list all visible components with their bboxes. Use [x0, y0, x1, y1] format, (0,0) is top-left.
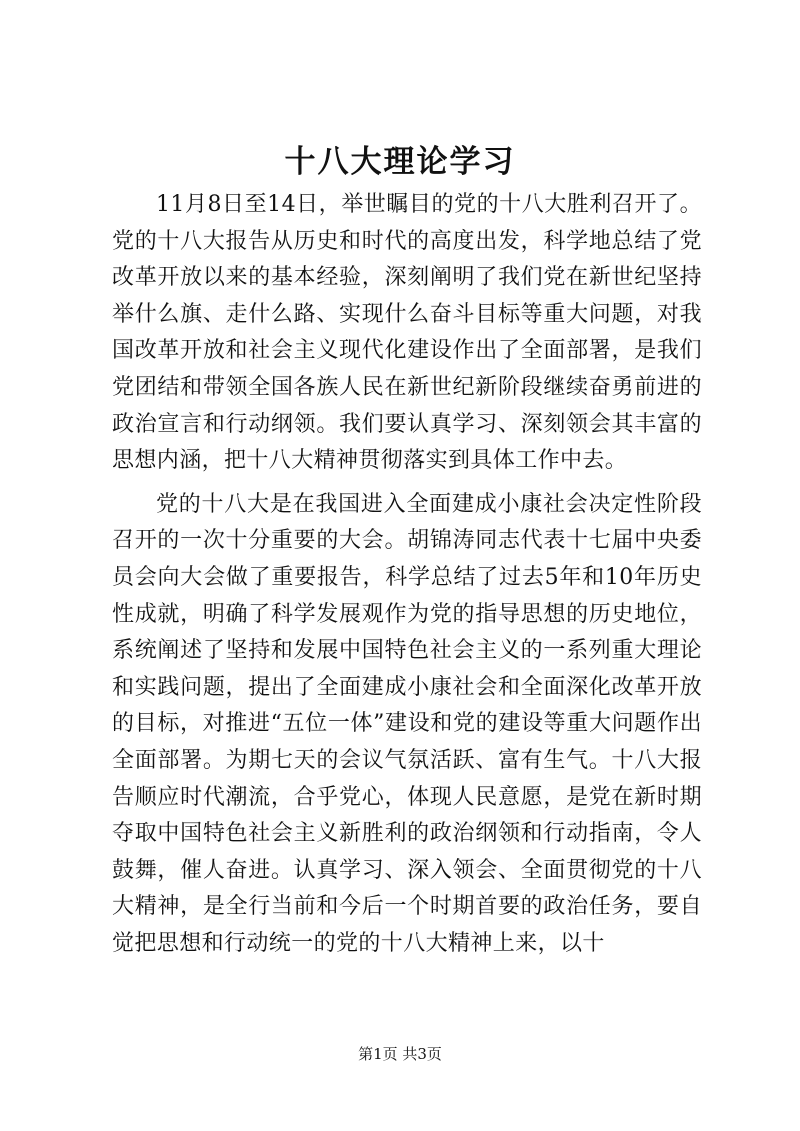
- document-title: 十八大理论学习: [284, 144, 516, 180]
- page-footer: 第1页 共3页: [358, 1045, 442, 1063]
- document-body: [112, 187, 702, 962]
- paragraph-1: 11月8日至14日，举世瞩目的党的十八大胜利召开了。党的十八大报告从历史和时代的高度出发，科学地总结了党改革开放以来的基本经验，深刻阐明了我们党在新世纪坚持举什么旗、走什么路、实现什么奋斗目标等重大问题，对我国改革开放和社会主义现代化建设作出了全面部署，是我们党团结和带领全国各族人民在新世纪新阶段继续奋勇前进的政治宣言和行动纲领。我们要认真学习、深刻领会其丰富的思想内涵，把十八大精神贯彻落实到具体工作中去。: [112, 192, 702, 474]
- paragraph-2: 党的十八大是在我国进入全面建成小康社会决定性阶段召开的一次十分重要的大会。胡锦涛同志代表十七届中央委员会向大会做了重要报告，科学总结了过去5年和10年历史性成就，明确了科学发展观作为党的指导思想的历史地位，系统阐述了坚持和发展中国特色社会主义的一系列重大理论和实践问题，提出了全面建成小康社会和全面深化改革开放的目标，对推进“五位一体”建设和党的建设等重大问题作出全面部署。为期七天的会议气氛活跃、富有生气。十八大报告顺应时代潮流，合乎党心，体现人民意愿，是党在新时期夺取中国特色社会主义新胜利的政治纲领和行动指南，令人鼓舞，催人奋进。认真学习、深入领会、全面贯彻党的十八大精神，是全行当前和今后一个时期首要的政治任务，要自觉把思想和行动统一的党的十八大精神上来，以十: [112, 491, 702, 956]
